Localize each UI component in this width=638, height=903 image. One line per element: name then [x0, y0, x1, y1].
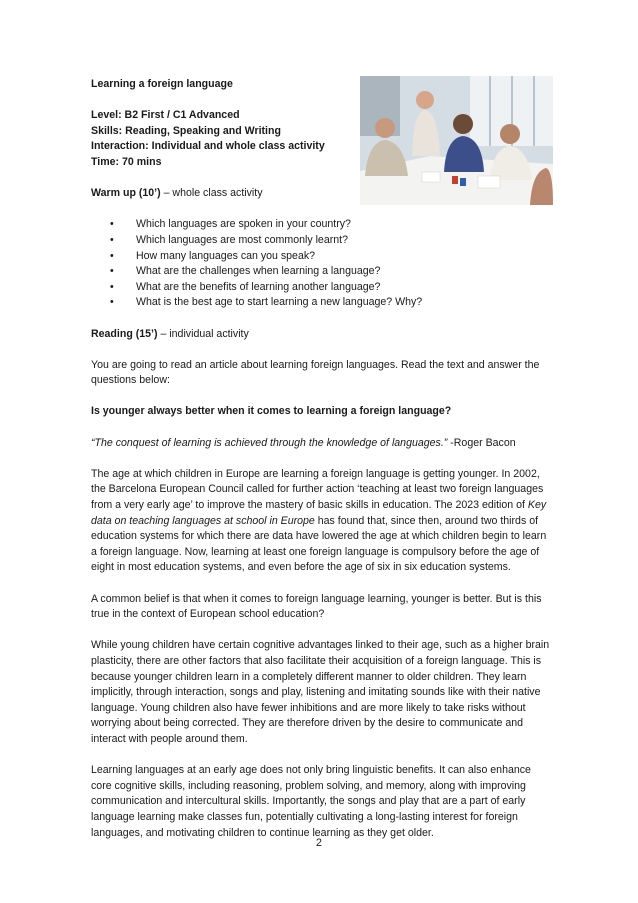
article-quote: “The conquest of learning is achieved through the knowledge of languages.” [91, 436, 448, 449]
warmup-heading-line [91, 186, 351, 202]
article-paragraph-4: Learning languages at an early age does not only bring linguistic benefits. It can also enhance core cognitive skills, including reasoning, problem solving, and memory, along with improving communication and intercultural skills. Importantly, the songs and play that are a part of early language learning make classes fun, potentially cultivating a long-lasting interest for foreign languages, and motivating children to continue learning as they get older. [91, 764, 531, 839]
article-paragraph-3: While young children have certain cognitive advantages linked to their age, such as a higher brain plasticity, there are other factors that also facilitate their acquisition of a foreign language. This is because younger children learn in a completely different manner to older children. They learn implicitly, through interaction, songs and play, listening and imitating sounds like with their native language. Young children also have fewer inhibitions and are more likely to take risks without worrying about being corrected. They are therefore driven by the desire to communicate and interact with people around them. [91, 639, 550, 745]
warmup-question: • What are the benefits of learning another language? [110, 280, 551, 296]
warmup-question: • Which languages are most commonly learnt? [110, 233, 551, 249]
warmup-question-list [91, 217, 551, 311]
warmup-question: • What is the best age to start learning a new language? Why? [110, 295, 551, 311]
document-content [91, 77, 551, 841]
lesson-level: Level: B2 First / C1 Advanced [91, 109, 240, 122]
reading-intro: You are going to read an article about learning foreign languages. Read the text and answer the questions below: [91, 358, 540, 387]
lesson-title: Learning a foreign language [91, 78, 233, 90]
warmup-heading: Warm up (10’) [91, 187, 161, 200]
warmup-question: • What are the challenges when learning a language? [110, 264, 551, 280]
lesson-interaction: Interaction: Individual and whole class activity [91, 140, 325, 153]
lesson-skills: Skills: Reading, Speaking and Writing [91, 124, 281, 137]
warmup-suffix: – whole class activity [160, 187, 263, 200]
lesson-time: Time: 70 mins [91, 155, 162, 168]
article-paragraph-1-a: The age at which children in Europe are learning a foreign language is getting younger. In 2002, the Barcelona European Council called for further action ‘teaching at least two foreign languages from a very early age’ to improve the mastery of basic skills in education. The 2023 edition of [91, 467, 544, 512]
article-paragraph-1-b: has found that, since then, around two thirds of education systems for which there are data have lowered the age at which children begin to learn a foreign language. Now, learning at least one foreign language is compulsory before the age of eight in most education systems, and even before the age of six in six education systems. [91, 514, 547, 574]
reading-suffix: – individual activity [157, 327, 249, 340]
reading-heading-line [91, 327, 551, 343]
page-number: 2 [316, 837, 322, 849]
article-quote-line [91, 436, 551, 452]
reading-heading: Reading (15’) [91, 327, 158, 340]
article-quote-author: -Roger Bacon [447, 436, 516, 449]
article-report-title: Key data on teaching languages at school in Europe [91, 499, 547, 527]
lesson-header [91, 77, 551, 202]
warmup-question: • How many languages can you speak? [110, 249, 551, 265]
article-title: Is younger always better when it comes to learning a foreign language? [91, 405, 452, 418]
warmup-question: • Which languages are spoken in your country? [110, 217, 551, 233]
article-paragraph-2: A common belief is that when it comes to foreign language learning, younger is better. But is this true in the context of European school education? [91, 592, 542, 621]
article-paragraph-1 [91, 467, 551, 576]
